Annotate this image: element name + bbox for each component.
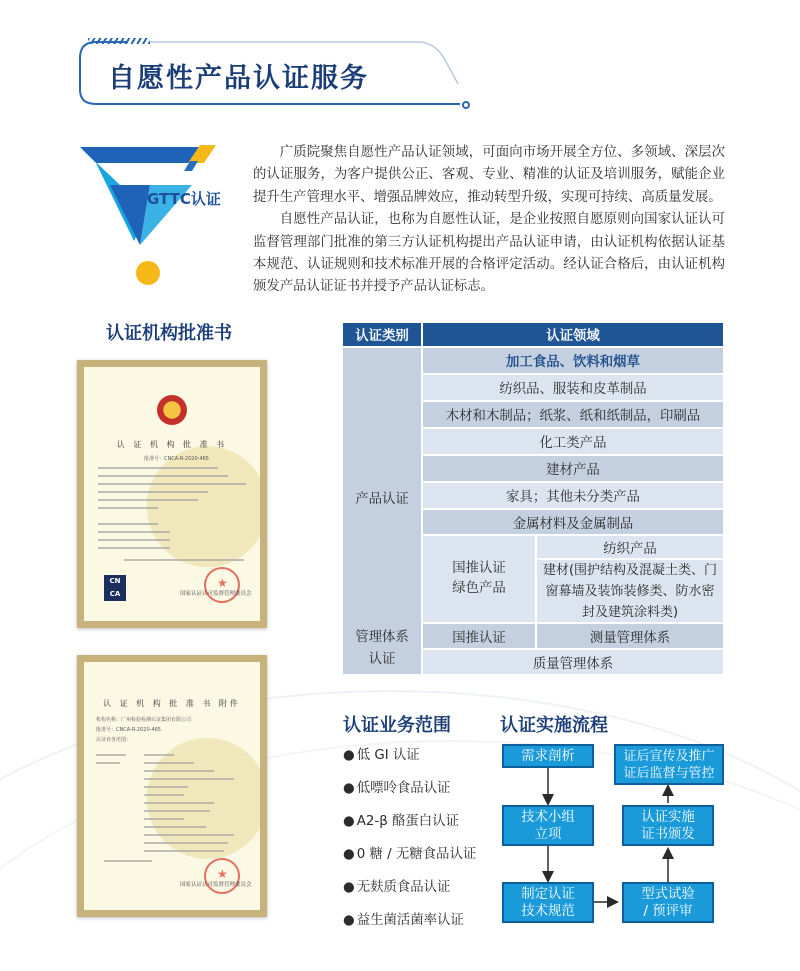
flow-step-label: 技术小组 [521, 809, 575, 825]
cnca-logo: CN CA [104, 575, 126, 601]
table-row: 质量管理体系 [423, 650, 723, 676]
bullet-icon: ● [343, 748, 355, 763]
scope-item-text: 低嘌呤食品认证 [356, 781, 451, 796]
flow-step-label: 认证实施 [641, 809, 695, 825]
intro-paragraph-2: 自愿性产品认证，也称为自愿性认证，是企业按照自愿原则向国家认证认可监督管理部门批准的第三方认证机构提出产品认证申请，由认证机构依据认证基本规范、认证规则和技术标准开展的合格评定活动。经认证合格后，由认证机构颁发产品认证证书并授予产品认证标志。 [253, 212, 725, 295]
table-row: 化工类产品 [423, 429, 723, 456]
scope-item-text: 低 GI 认证 [356, 748, 420, 763]
logo-text: GTTC认证 [147, 190, 221, 208]
table-row: 金属材料及金属制品 [423, 510, 723, 536]
certificate-2-issuer: 国家认证认可监督管理委员会 [180, 882, 252, 888]
scope-item-text: 0 糖 / 无糖食品认证 [356, 847, 477, 862]
table-header-category: 认证类别 [343, 323, 423, 346]
flow-step-team [502, 805, 594, 846]
bullet-icon: ● [343, 781, 355, 796]
flow-step-post-cert [614, 744, 724, 785]
flow-step-label: 需求剖析 [521, 748, 575, 764]
flow-step-requirement [502, 744, 594, 768]
flow-step-certify [622, 805, 714, 846]
scope-item-text: 无麸质食品认证 [356, 880, 451, 895]
table-row: 加工食品、饮料和烟草 [423, 348, 723, 375]
page-title: 自愿性产品认证服务 [108, 63, 369, 94]
flow-step-label: 型式试验 [641, 886, 695, 902]
flow-step-label: 证后宣传及推广 [623, 748, 715, 764]
flow-step-label: 制定认证 [521, 886, 575, 902]
certificate-2-org: 机构名称：广州检验检测认证集团有限公司 [96, 717, 192, 723]
flow-step-testing [622, 882, 714, 923]
mgmt-category-line1: 管理体系 [355, 630, 409, 645]
scope-item-text: 益生菌活菌率认证 [356, 913, 464, 928]
mgmt-sub-label: 国推认证 [423, 624, 537, 650]
flow-step-label: / 预评审 [643, 903, 693, 919]
certificate-2-title: 认 证 机 构 批 准 书 附件 [103, 699, 241, 708]
flow-step-label: 证后监督与管控 [623, 765, 715, 781]
bullet-icon: ● [343, 814, 355, 829]
product-certification-category: 产品认证 [343, 348, 423, 649]
certificate-2-number: 批准号：CNCA-R-2020-465 [96, 727, 161, 733]
flow-step-specification [502, 882, 594, 923]
bullet-icon: ● [343, 847, 355, 862]
table-row: 建材(围护结构及混凝土类、门窗幕墙及装饰装修类、防水密封及建筑涂料类) [537, 560, 723, 624]
table-row: 家具；其他未分类产品 [423, 483, 723, 510]
certificate-1-issuer: 国家认证认可监督管理委员会 [180, 591, 252, 597]
table-row: 建材产品 [423, 456, 723, 483]
bullet-icon: ● [343, 913, 355, 928]
certificate-1-title: 认 证 机 构 批 准 书 [116, 440, 228, 449]
mgmt-category-line2: 认证 [368, 652, 396, 667]
table-row: 木材和木制品；纸浆、纸和纸制品，印刷品 [423, 402, 723, 429]
certificate-2-scope: 认证业务范围： [96, 737, 132, 743]
green-label-line1: 国推认证 [452, 561, 506, 576]
table-row: 纺织产品 [537, 536, 723, 560]
certificate-1-number: 批准号：CNCA-R-2020-465 [144, 456, 209, 462]
intro-paragraph-1: 广质院聚焦自愿性产品认证领域，可面向市场开展全方位、多领域、深层次的认证服务，为客户提供公正、客观、专业、精准的认证及培训服务，赋能企业提升生产管理水平、增强品牌效应，推动转型升级，实现可持续、高质量发展。 [253, 145, 725, 205]
bullet-icon: ● [343, 880, 355, 895]
flow-step-label: 技术规范 [521, 903, 575, 919]
certificates-section-title: 认证机构批准书 [106, 323, 232, 344]
green-label-line2: 绿色产品 [452, 581, 506, 596]
table-row: 纺织品、服装和皮革制品 [423, 375, 723, 402]
table-header-field: 认证领域 [423, 323, 723, 346]
table-row: 测量管理体系 [537, 624, 723, 650]
flow-step-label: 证书颁发 [641, 826, 695, 842]
flow-step-label: 立项 [534, 826, 562, 842]
scope-item-text: A2-β 酪蛋白认证 [356, 814, 459, 829]
flow-section-title: 认证实施流程 [500, 715, 608, 736]
scope-section-title: 认证业务范围 [343, 715, 451, 736]
